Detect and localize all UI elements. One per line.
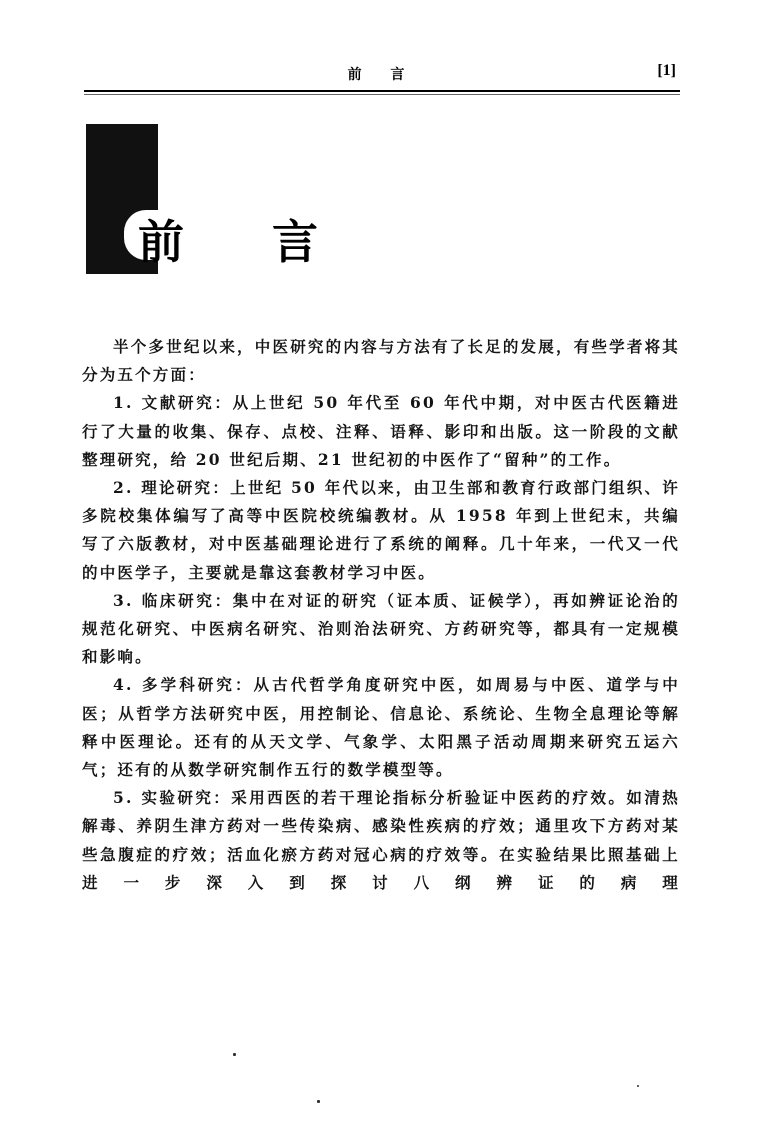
paragraph-experimental-research: 5. 实验研究：采用西医的若干理论指标分析验证中医药的疗效。如清热解毒、养阴生津方药对一些传染病、感染性疾病的疗效；通里攻下方药对某些急腹症的疗效；活血化瘀方药对冠心病的疗效等。在实验结果比照基础上进一步深入到探讨八纲辨证的病理 (82, 788, 680, 892)
page-number: [1] (657, 62, 676, 79)
scan-speck (637, 1085, 639, 1087)
scan-speck (317, 1100, 320, 1103)
paragraph-intro: 半个多世纪以来，中医研究的内容与方法有了长足的发展，有些学者将其分为五个方面： (82, 337, 680, 385)
body-text (82, 333, 680, 897)
header-rule-thin (84, 94, 680, 95)
running-header-title: 前 言 (347, 67, 417, 83)
scan-speck (233, 1053, 236, 1056)
header-rule (84, 90, 680, 92)
chapter-title: 前 言 (138, 215, 355, 269)
paragraph-multidisciplinary-research: 4. 多学科研究：从古代哲学角度研究中医，如周易与中医、道学与中医；从哲学方法研究中医，用控制论、信息论、系统论、生物全息理论等解释中医理论。还有的从天文学、气象学、太阳黑子活动周期来研究五运六气；还有的从数学研究制作五行的数学模型等。 (82, 675, 680, 780)
paragraph-literature-research: 1. 文献研究：从上世纪 50 年代至 60 年代中期，对中医古代医籍进行了大量的收集、保存、点校、注释、语释、影印和出版。这一阶段的文献整理研究，给 20 世纪后期、21 世纪初的中医作了“留种”的工作。 (82, 393, 680, 469)
paragraph-theory-research: 2. 理论研究：上世纪 50 年代以来，由卫生部和教育行政部门组织、许多院校集体编写了高等中医院校统编教材。从 1958 年到上世纪末，共编写了六版教材，对中医基础理论进行了系统的阐释。几十年来，一代又一代的中医学子，主要就是靠这套教材学习中医。 (82, 478, 680, 582)
running-header (84, 62, 680, 92)
paragraph-clinical-research: 3. 临床研究：集中在对证的研究（证本质、证候学），再如辨证论治的规范化研究、中医病名研究、治则治法研究、方药研究等，都具有一定规模和影响。 (82, 590, 680, 667)
